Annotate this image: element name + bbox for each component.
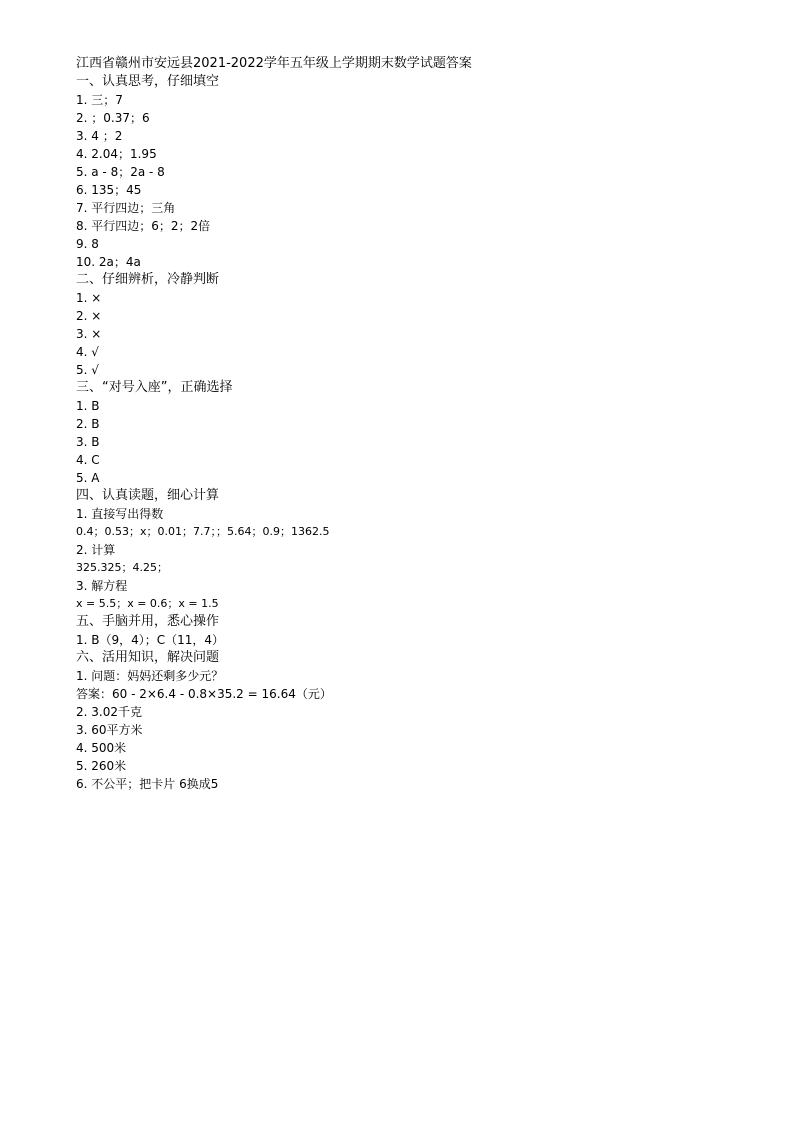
answer-line: 2. B xyxy=(76,417,100,431)
answer-lines xyxy=(76,73,776,793)
answer-line: 5. a - 8；2a - 8 xyxy=(76,165,165,179)
answer-line: 2. 计算 xyxy=(76,543,116,557)
answer-line: 2. ；0.37；6 xyxy=(76,111,150,125)
answer-line: 4. C xyxy=(76,453,100,467)
answer-line: 2. 3.02千克 xyxy=(76,705,142,719)
answer-line: 9. 8 xyxy=(76,237,99,251)
answer-line: 5. √ xyxy=(76,363,99,377)
answer-line: 325.325；4.25； xyxy=(76,561,168,574)
section-heading: 三、“对号入座”，正确选择 xyxy=(76,380,233,395)
answer-line: 2. × xyxy=(76,309,102,323)
section-heading: 二、仔细辨析，冷静判断 xyxy=(76,272,220,287)
answer-line: 8. 平行四边；6；2；2倍 xyxy=(76,219,211,233)
document-title: 江西省赣州市安远县2021-2022学年五年级上学期期末数学试题答案 xyxy=(76,56,472,71)
answer-line: 3. × xyxy=(76,327,102,341)
answer-line: 3. 解方程 xyxy=(76,579,128,593)
answer-line: 答案：60 - 2×6.4 - 0.8×35.2 = 16.64（元） xyxy=(76,687,332,701)
answer-line: 4. 2.04；1.95 xyxy=(76,147,157,161)
answer-line: 6. 135；45 xyxy=(76,183,142,197)
answer-line: 3. B xyxy=(76,435,100,449)
answer-line: 10. 2a；4a xyxy=(76,255,141,269)
answer-line: 3. 60平方米 xyxy=(76,723,143,737)
answer-document xyxy=(76,55,776,793)
answer-line: 1. × xyxy=(76,291,102,305)
answer-line: 5. 260米 xyxy=(76,759,127,773)
answer-line: 1. B xyxy=(76,399,100,413)
section-heading: 五、手脑并用，悉心操作 xyxy=(76,614,220,629)
answer-line: 5. A xyxy=(76,471,100,485)
answer-line: 1. 三；7 xyxy=(76,93,123,107)
answer-line: 4. 500米 xyxy=(76,741,127,755)
answer-line: x = 5.5；x = 0.6；x = 1.5 xyxy=(76,597,219,610)
answer-line: 6. 不公平；把卡片 6换成5 xyxy=(76,777,219,791)
answer-line: 1. 直接写出得数 xyxy=(76,507,164,521)
answer-line: 3. 4 ；2 xyxy=(76,129,123,143)
answer-line: 7. 平行四边；三角 xyxy=(76,201,176,215)
answer-line: 0.4；0.53；x；0.01；7.7；；5.64；0.9；1362.5 xyxy=(76,525,330,538)
section-heading: 一、认真思考，仔细填空 xyxy=(76,74,220,89)
answer-line: 1. 问题：妈妈还剩多少元？ xyxy=(76,669,224,683)
section-heading: 六、活用知识，解决问题 xyxy=(76,650,220,665)
answer-line: 1. B（9，4）；C（11，4） xyxy=(76,633,225,647)
answer-line: 4. √ xyxy=(76,345,99,359)
section-heading: 四、认真读题，细心计算 xyxy=(76,488,220,503)
